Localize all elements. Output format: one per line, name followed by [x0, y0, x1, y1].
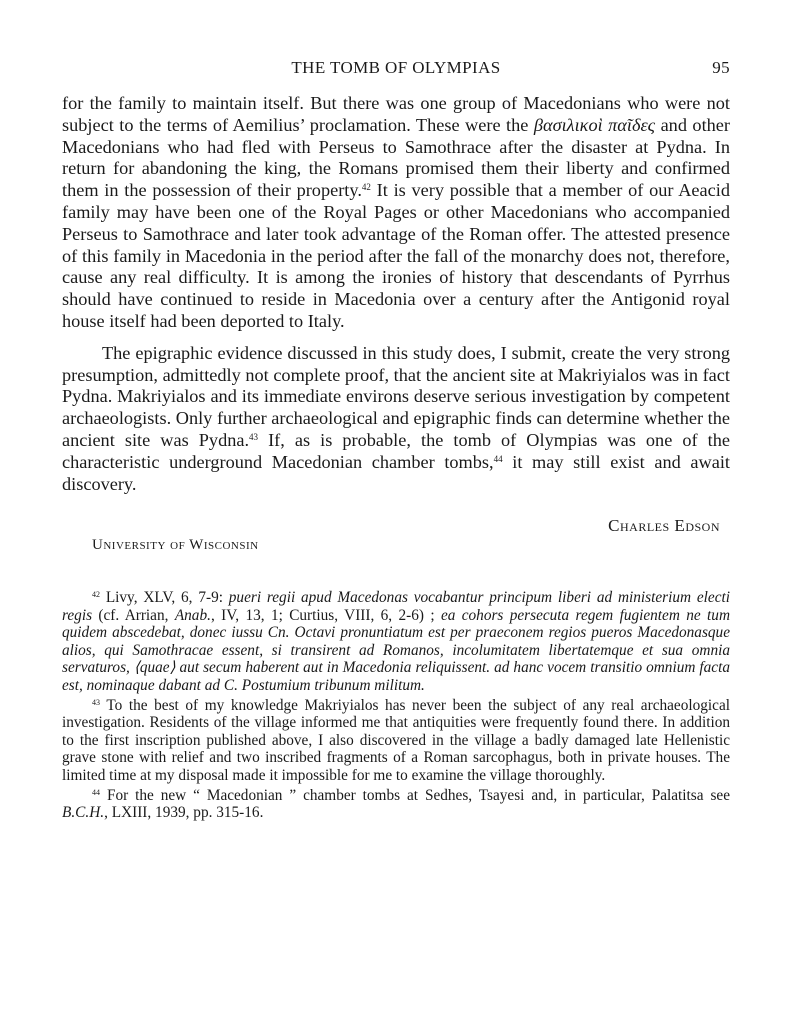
footnotes [62, 589, 730, 824]
greek-phrase: βασιλικοὶ παῖδες [533, 114, 656, 135]
paragraph-2-text-a: The epigraphic evidence discussed in this study does, I submit, create the very strong presumption, admittedly not complete proof, that the ancient site at Makriyialos was in fact Pydna. Makriyialos and its immediate environs deserve serious investigation by competent archaeologists. Only further archaeological and epigraphic finds can determine whether the ancient site was Pydna. [62, 342, 730, 450]
footnote-ref-43: 43 [249, 431, 259, 442]
paragraph-1-text-a: for the family to maintain itself. But there was one group of Macedonians who were not subject to the terms of Aemilius’ proclamation. These were the [62, 93, 730, 135]
footnote-42-text-a: Livy, XLV, 6, 7-9: [105, 589, 229, 606]
footnote-ref-44: 44 [493, 453, 503, 464]
footnote-43-number: 43 [92, 697, 100, 707]
footnote-43 [62, 697, 730, 785]
footnote-42-latin-2: ea cohors persecuta regem fugientem ne tum quidem abscedebat, donec iussu Cn. Octavi pronuntiatum est per praeconem regios pueros Macedonasque alios, qui Samothracae essent, si transirent ad Romanos, incolumitatem libertatemque et sua omnia servaturos, ⟨quae⟩ aut secum haberent aut in Macedonia reliquissent. ad hanc vocem transitio omnium facta est, nominaque dabant ad C. Postumium tribunum militum. [62, 606, 730, 694]
footnote-42-anab: Anab. [174, 606, 211, 624]
footnote-42-text-e: , IV, 13, 1; Curtius, VIII, 6, 2-6) ; [210, 606, 441, 624]
author-affiliation: University of Wisconsin [92, 537, 259, 553]
paragraph-1-text-c: It is very possible that a member of our Aeacid family may have been one of the Royal Pages or other Macedonians who accompanied Perseus to Samothrace and later took advantage of the Roman offer. The attested presence of this family in Macedonia in the period after the fall of the monarchy does not, therefore, cause any real difficulty. It is among the ironies of history that descendants of Pyrrhus should have continued to reside in Macedonia over a century after the Antigonid royal house itself had been deported to Italy. [62, 180, 730, 331]
footnote-42-latin-1: pueri regii apud Macedonas vocabantur principum liberi ad ministerium electi regis [62, 589, 730, 624]
running-header [62, 58, 730, 82]
footnote-42-number: 42 [92, 590, 100, 599]
paragraph-2-text-b: If, as is probable, the tomb of Olympias was one of the characteristic underground Macedonian chamber tombs, [62, 429, 730, 472]
paragraph-2 [62, 343, 730, 496]
footnote-44-bch: B.C.H. [62, 804, 105, 822]
paragraph-1 [62, 93, 730, 333]
author-signature: Charles Edson [608, 516, 720, 535]
footnote-42 [62, 589, 730, 695]
footnote-ref-42: 42 [361, 182, 371, 193]
paragraph-1-text-b: and other Macedonians who had fled with Perseus to Samothrace after the disaster at Pydna. In return for abandoning the king, the Romans promised them their liberty and confirmed them in the possession of their property. [62, 114, 730, 201]
footnote-44-number: 44 [92, 787, 100, 797]
main-text [62, 93, 730, 495]
paragraph-2-text-c: it may still exist and await discovery. [62, 451, 730, 494]
footnote-44-text-c: , LXIII, 1939, pp. 315-16. [104, 804, 264, 822]
footnote-42-text-c: (cf. Arrian, [92, 606, 175, 624]
footnote-44 [62, 787, 730, 822]
footnote-44-text-a: For the new “ Macedonian ” chamber tombs at Sedhes, Tsayesi and, in particular, Palatitsa see [106, 786, 731, 804]
footnote-43-text: To the best of my knowledge Makriyialos has never been the subject of any real archaeological investigation. Residents of the village informed me that antiquities were frequently found there. In addition to the first inscription published above, I also discovered in the village a badly damaged late Hellenistic grave stone with relief and two inscribed fragments of a Roman sarcophagus, both in private houses. The limited time at my disposal made it impossible for me to examine the village thoroughly. [62, 696, 730, 784]
running-title: THE TOMB OF OLYMPIAS [291, 58, 501, 77]
page-number: 95 [712, 58, 730, 77]
